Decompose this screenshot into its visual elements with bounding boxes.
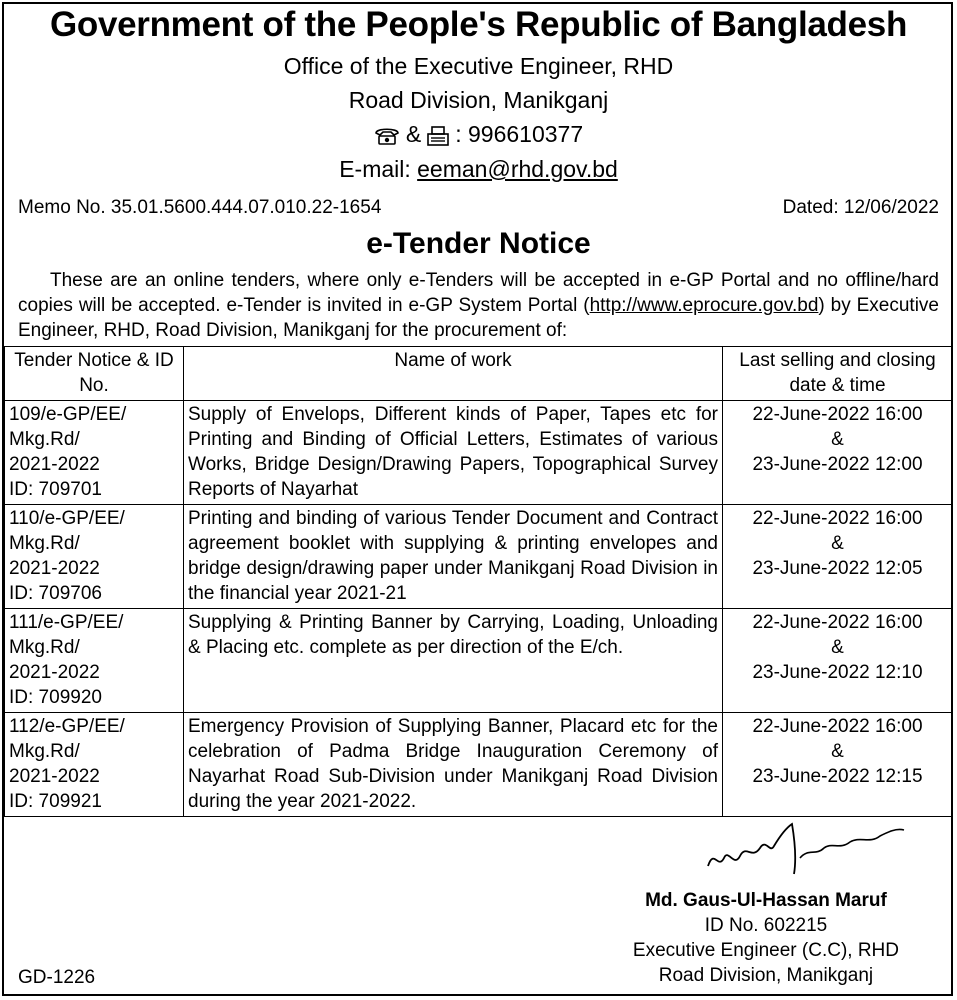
intro-paragraph: [18, 268, 939, 343]
work-description: Supplying & Printing Banner by Carrying, Loading, Unloading & Placing etc. complete as per direction of the E/ch.: [188, 612, 718, 658]
header-tender-id: [5, 347, 184, 401]
footer-code: GD-1226: [18, 967, 96, 988]
tender-id-line: Mkg.Rd/: [9, 533, 80, 554]
date-separator: &: [831, 533, 844, 554]
header-work: Name of work: [184, 347, 723, 401]
email-label: E-mail:: [339, 156, 411, 182]
work-cell: [184, 713, 723, 817]
selling-date: 22-June-2022 16:00: [752, 612, 923, 633]
selling-date: 22-June-2022 16:00: [752, 404, 923, 425]
notice-title: e-Tender Notice: [366, 227, 591, 260]
dates-cell: [723, 505, 953, 609]
signatory-division: Road Division, Manikganj: [658, 965, 874, 986]
closing-date: 23-June-2022 12:05: [752, 558, 923, 579]
date-separator: &: [831, 637, 844, 658]
table-row: [5, 505, 953, 609]
tender-table: [4, 346, 953, 817]
handwritten-signature: [700, 818, 910, 878]
tender-id-cell: [5, 505, 184, 609]
work-cell: [184, 505, 723, 609]
signatory-name: Md. Gaus-Ul-Hassan Maruf: [645, 890, 887, 911]
tender-id-cell: [5, 609, 184, 713]
tender-id-line: ID: 709921: [9, 791, 102, 812]
government-title: Government of the People's Republic of Bangladesh: [49, 5, 908, 44]
header-dates-line1: Last selling and closing: [739, 350, 936, 371]
tender-id-line: 2021-2022: [9, 454, 100, 475]
selling-date: 22-June-2022 16:00: [752, 716, 923, 737]
signatory-title: Executive Engineer (C.C), RHD: [632, 940, 899, 961]
table-row: [5, 401, 953, 505]
tender-id-line: 112/e-GP/EE/: [9, 716, 125, 737]
header-dates-line2: date & time: [789, 375, 886, 396]
work-cell: [184, 609, 723, 713]
work-description: Printing and binding of various Tender Document and Contract agreement booklet with supplying & printing envelopes and bridge design/drawing paper under Manikganj Road Division in the financial year 2021-21: [188, 508, 718, 604]
dates-cell: [723, 609, 953, 713]
intro-part-2: ) by Executive Engineer, RHD, Road Division, Manikganj for the procurement of:: [18, 295, 939, 341]
header-tender-id-line1: Tender Notice & ID: [14, 350, 174, 371]
header-dates: [723, 347, 953, 401]
tender-id-line: 2021-2022: [9, 766, 100, 787]
tender-id-line: Mkg.Rd/: [9, 637, 80, 658]
tender-id-line: Mkg.Rd/: [9, 741, 80, 762]
memo-number: Memo No. 35.01.5600.444.07.010.22-1654: [18, 197, 382, 218]
closing-date: 23-June-2022 12:15: [752, 766, 923, 787]
closing-date: 23-June-2022 12:10: [752, 662, 923, 683]
work-description: Supply of Envelops, Different kinds of Paper, Tapes etc for Printing and Binding of Official Letters, Estimates of various Works, Bridge Design/Drawing Papers, Topographical Survey Reports of Nayarhat: [188, 404, 718, 500]
selling-date: 22-June-2022 16:00: [752, 508, 923, 529]
signatory-id: ID No. 602215: [704, 915, 828, 936]
office-name: Office of the Executive Engineer, RHD: [283, 53, 674, 79]
eprocure-link[interactable]: http://www.eprocure.gov.bd: [589, 295, 819, 316]
dates-cell: [723, 401, 953, 505]
contact-line: [0, 120, 957, 148]
email-link[interactable]: eeman@rhd.gov.bd: [417, 156, 618, 182]
tender-id-line: 2021-2022: [9, 662, 100, 683]
telephone-icon: [374, 120, 400, 148]
tender-id-line: ID: 709706: [9, 583, 102, 604]
tender-id-line: 2021-2022: [9, 558, 100, 579]
tender-id-cell: [5, 713, 184, 817]
signatory-block: [633, 888, 899, 988]
closing-date: 23-June-2022 12:00: [752, 454, 923, 475]
email-line: [0, 155, 957, 183]
fax-icon: [427, 120, 449, 148]
work-cell: [184, 401, 723, 505]
tender-id-line: ID: 709701: [9, 479, 102, 500]
date-separator: &: [831, 429, 844, 450]
table-row: [5, 713, 953, 817]
tender-id-line: 109/e-GP/EE/: [9, 404, 127, 425]
dates-cell: [723, 713, 953, 817]
table-header-row: [5, 347, 953, 401]
phone-fax-separator: &: [405, 121, 422, 147]
table-row: [5, 609, 953, 713]
header-tender-id-line2: No.: [79, 375, 109, 396]
intro-part-1: These are an online tenders, where only e-Tenders will be accepted in e-GP Portal and no offline/hard copies will be accepted. e-Tender is invited in e-GP System Portal (: [18, 270, 939, 316]
division-name: Road Division, Manikganj: [348, 87, 609, 113]
tender-id-cell: [5, 401, 184, 505]
tender-id-line: 110/e-GP/EE/: [9, 508, 125, 529]
phone-number: : 996610377: [455, 121, 584, 147]
tender-id-line: ID: 709920: [9, 687, 102, 708]
tender-id-line: 111/e-GP/EE/: [9, 612, 124, 633]
memo-date: Dated: 12/06/2022: [782, 197, 939, 218]
date-separator: &: [831, 741, 844, 762]
work-description: Emergency Provision of Supplying Banner, Placard etc for the celebration of Padma Bridge Inauguration Ceremony of Nayarhat Road Sub-Division under Manikganj Road Division during the year 2021-2022.: [188, 716, 718, 812]
tender-id-line: Mkg.Rd/: [9, 429, 80, 450]
